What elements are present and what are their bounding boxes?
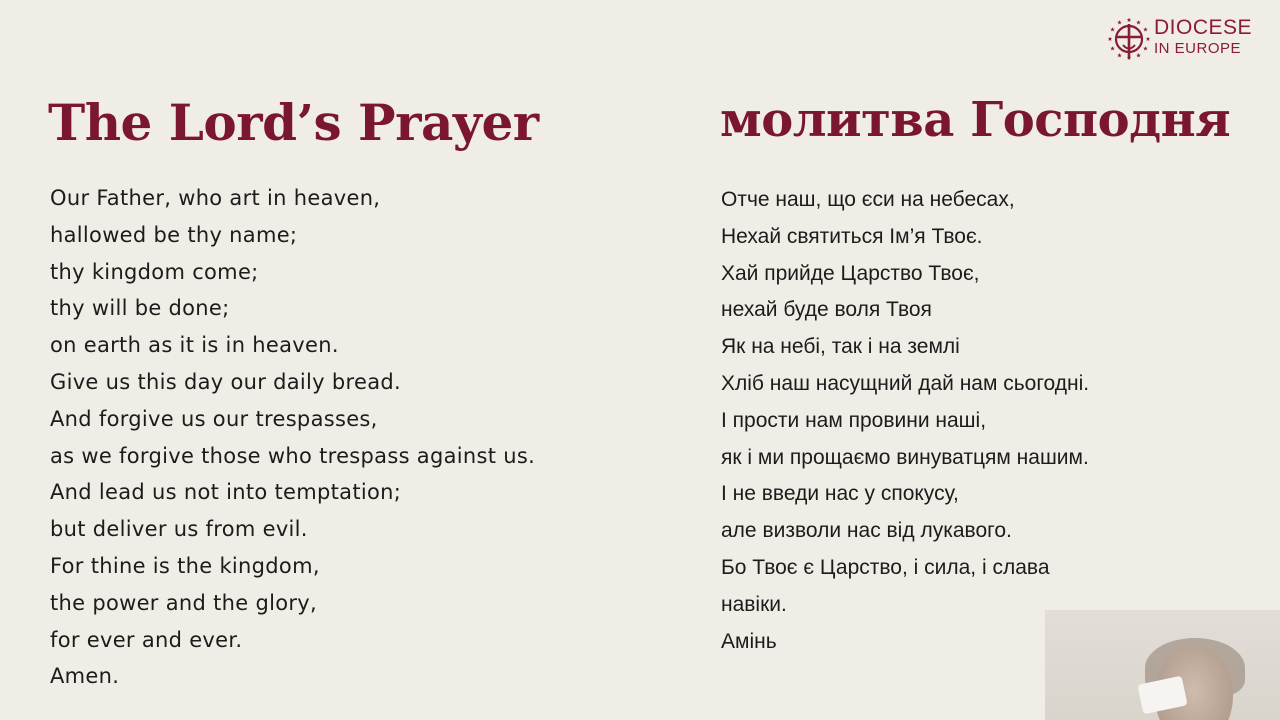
- prayer-line: for ever and ever.: [50, 627, 243, 652]
- prayer-line: Амінь: [721, 629, 777, 653]
- prayer-line: Amen.: [50, 664, 120, 689]
- prayer-line: Хліб наш насущний дай нам сьогодні.: [721, 371, 1090, 395]
- logo-star: [1143, 46, 1148, 50]
- english-prayer-lines: [50, 180, 535, 695]
- prayer-line: as we forgive those who trespass against us.: [50, 443, 536, 468]
- prayer-line: Отче наш, що єси на небесах,: [721, 188, 1015, 211]
- logo-star: [1136, 20, 1141, 24]
- prayer-line: І не введи нас у спокусу,: [721, 482, 959, 506]
- prayer-line: thy will be done;: [50, 296, 230, 321]
- prayer-line: Нехай святиться Ім’я Твоє.: [721, 224, 983, 248]
- prayer-line: Our Father, who art in heaven,: [50, 186, 381, 210]
- logo-star: [1117, 20, 1122, 24]
- logo-star: [1108, 37, 1113, 41]
- prayer-line: For thine is the kingdom,: [50, 553, 320, 578]
- ukrainian-title: молитва Господня: [720, 92, 1231, 148]
- diocese-logo: [1107, 10, 1272, 68]
- cross-in-circle-with-stars-icon: [1107, 10, 1151, 68]
- prayer-line: навіки.: [721, 592, 787, 616]
- prayer-line: And forgive us our trespasses,: [50, 406, 378, 431]
- logo-star: [1110, 46, 1115, 50]
- logo-star: [1146, 37, 1151, 41]
- prayer-line: Give us this day our daily bread.: [50, 369, 401, 394]
- english-title: The Lord’s Prayer: [48, 93, 539, 152]
- logo-star: [1136, 53, 1141, 57]
- presenter-video-thumbnail: [1045, 610, 1280, 720]
- prayer-line: hallowed be thy name;: [50, 222, 298, 247]
- logo-star: [1127, 18, 1132, 22]
- prayer-line: Бо Твоє є Царство, і сила, і слава: [721, 555, 1050, 579]
- prayer-line: але визволи нас від лукавого.: [721, 519, 1012, 543]
- prayer-line: як і ми прощаємо винуватцям нашим.: [721, 445, 1089, 469]
- logo-text-line1: DIOCESE: [1154, 16, 1253, 39]
- prayer-line: І прости нам провини наші,: [721, 408, 987, 432]
- ukrainian-prayer-lines: [721, 182, 1089, 660]
- prayer-line: the power and the glory,: [50, 590, 317, 615]
- prayer-line: on earth as it is in heaven.: [50, 333, 339, 358]
- prayer-line: And lead us not into temptation;: [50, 480, 402, 505]
- logo-star: [1143, 27, 1148, 31]
- prayer-line: thy kingdom come;: [50, 259, 259, 284]
- logo-star: [1117, 53, 1122, 57]
- prayer-line: but deliver us from evil.: [50, 517, 308, 542]
- prayer-line: Як на небі, так і на землі: [721, 335, 960, 359]
- prayer-line: Хай прийде Царство Твоє,: [721, 261, 980, 285]
- prayer-line: нехай буде воля Твоя: [721, 298, 932, 322]
- logo-text-line2: IN EUROPE: [1154, 40, 1242, 57]
- logo-star: [1110, 27, 1115, 31]
